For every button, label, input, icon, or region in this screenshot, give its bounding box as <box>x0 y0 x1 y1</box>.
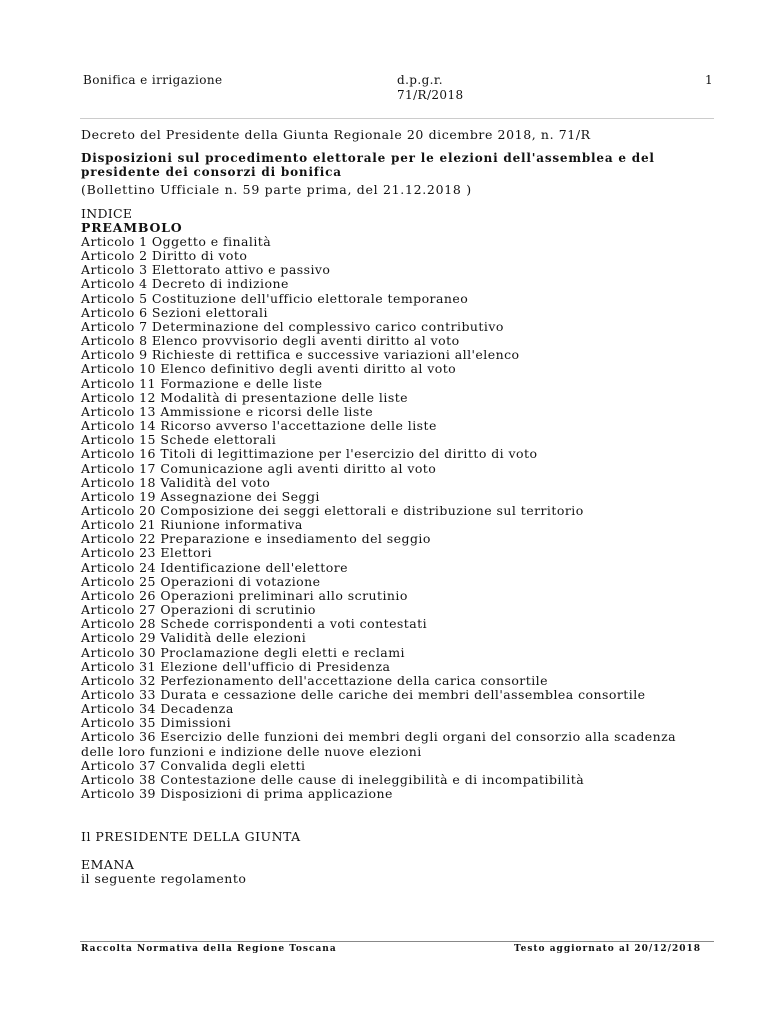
article-index-item[interactable]: Articolo 30 Proclamazione degli eletti e reclami <box>81 644 405 660</box>
article-index-item[interactable]: Articolo 37 Convalida degli eletti <box>81 757 306 773</box>
article-index-item[interactable]: Articolo 17 Comunicazione agli aventi diritto al voto <box>81 460 437 476</box>
decree-title: Decreto del Presidente della Giunta Regionale 20 dicembre 2018, n. 71/R <box>81 127 591 142</box>
article-index-item[interactable]: Articolo 39 Disposizioni di prima applicazione <box>81 786 393 802</box>
article-index-item[interactable]: Articolo 23 Elettori <box>81 545 212 561</box>
article-index-list <box>81 235 696 801</box>
article-index-item[interactable]: Articolo 32 Perfezionamento dell'accettazione della carica consortile <box>81 672 548 688</box>
header-topic: Bonifica e irrigazione <box>83 73 223 87</box>
article-index-item[interactable]: Articolo 7 Determinazione del complessivo carico contributivo <box>81 318 504 334</box>
article-index-item[interactable]: Articolo 6 Sezioni elettorali <box>81 304 268 320</box>
footer-updated: Testo aggiornato al 20/12/2018 <box>513 944 701 954</box>
decree-subject: Disposizioni sul procedimento elettorale per le elezioni dell'assemblea e del presidente dei consorzi di bonifica <box>81 151 655 179</box>
article-index-item[interactable]: Articolo 22 Preparazione e insediamento del seggio <box>81 531 431 547</box>
article-index-item[interactable]: Articolo 28 Schede corrispondenti a voti contestati <box>81 616 428 632</box>
article-index-item[interactable]: Articolo 9 Richieste di rettifica e successive variazioni all'elenco <box>81 347 520 363</box>
emana-line: EMANA <box>81 857 135 872</box>
page-number: 1 <box>704 73 713 87</box>
article-index-item[interactable]: Articolo 15 Schede elettorali <box>81 432 277 448</box>
article-index-item[interactable]: Articolo 5 Costituzione dell'ufficio elettorale temporaneo <box>81 290 469 306</box>
article-index-item[interactable]: Articolo 19 Assegnazione dei Seggi <box>81 488 320 504</box>
article-index-item[interactable]: Articolo 21 Riunione informativa <box>81 517 303 533</box>
header-reference-line1: d.p.g.r. <box>397 73 443 87</box>
footer-divider <box>80 941 714 942</box>
article-index-item[interactable]: Articolo 31 Elezione dell'ufficio di Presidenza <box>81 658 391 674</box>
article-index-item[interactable]: Articolo 26 Operazioni preliminari allo scrutinio <box>81 587 408 603</box>
article-index-item[interactable]: Articolo 24 Identificazione dell'elettore <box>81 559 348 575</box>
article-index-item[interactable]: Articolo 2 Diritto di voto <box>81 248 248 264</box>
article-index-item[interactable]: Articolo 10 Elenco definitivo degli aventi diritto al voto <box>81 361 457 377</box>
article-index-item[interactable]: Articolo 3 Elettorato attivo e passivo <box>81 262 331 278</box>
article-index-item[interactable]: Articolo 8 Elenco provvisorio degli aventi diritto al voto <box>81 333 460 349</box>
regulation-line: il seguente regolamento <box>81 871 247 886</box>
article-index-item[interactable]: Articolo 20 Composizione dei seggi elettorali e distribuzione sul territorio <box>81 502 584 518</box>
article-index-item[interactable]: Articolo 18 Validità del voto <box>81 474 271 490</box>
header-divider <box>80 118 714 119</box>
article-index-item[interactable]: Articolo 16 Titoli di legittimazione per l'esercizio del diritto di voto <box>81 446 538 462</box>
article-index-item[interactable]: Articolo 11 Formazione e delle liste <box>81 375 323 391</box>
page-header <box>83 73 713 107</box>
header-reference <box>397 73 464 103</box>
article-index-item[interactable]: Articolo 35 Dimissioni <box>81 715 232 731</box>
article-index-item[interactable]: Articolo 14 Ricorso avverso l'accettazione delle liste <box>81 418 437 434</box>
article-index-item[interactable]: Articolo 36 Esercizio delle funzioni dei membri degli organi del consorzio alla scadenza delle loro funzioni e indizione delle nuove elezioni <box>81 729 677 759</box>
president-line: Il PRESIDENTE DELLA GIUNTA <box>81 829 301 844</box>
footer-collection: Raccolta Normativa della Regione Toscana <box>81 944 337 954</box>
article-index-item[interactable]: Articolo 33 Durata e cessazione delle cariche dei membri dell'assemblea consortile <box>81 687 646 702</box>
article-index-item[interactable]: Articolo 12 Modalità di presentazione delle liste <box>81 389 409 405</box>
article-index-item[interactable]: Articolo 4 Decreto di indizione <box>81 276 289 292</box>
article-index-item[interactable]: Articolo 34 Decadenza <box>81 701 234 717</box>
article-index-item[interactable]: Articolo 13 Ammissione e ricorsi delle liste <box>81 403 374 419</box>
header-reference-line2: 71/R/2018 <box>397 88 464 102</box>
article-index-item[interactable]: Articolo 1 Oggetto e finalità <box>81 234 272 249</box>
article-index-item[interactable]: Articolo 38 Contestazione delle cause di ineleggibilità e di incompatibilità <box>81 771 585 787</box>
article-index-item[interactable]: Articolo 25 Operazioni di votazione <box>81 573 321 589</box>
article-index-item[interactable]: Articolo 29 Validità delle elezioni <box>81 630 307 646</box>
bulletin-reference: (Bollettino Ufficiale n. 59 parte prima, del 21.12.2018 ) <box>81 182 472 197</box>
index-heading: INDICE <box>81 206 133 221</box>
preamble-link[interactable]: PREAMBOLO <box>81 220 183 235</box>
article-index-item[interactable]: Articolo 27 Operazioni di scrutinio <box>81 602 316 618</box>
